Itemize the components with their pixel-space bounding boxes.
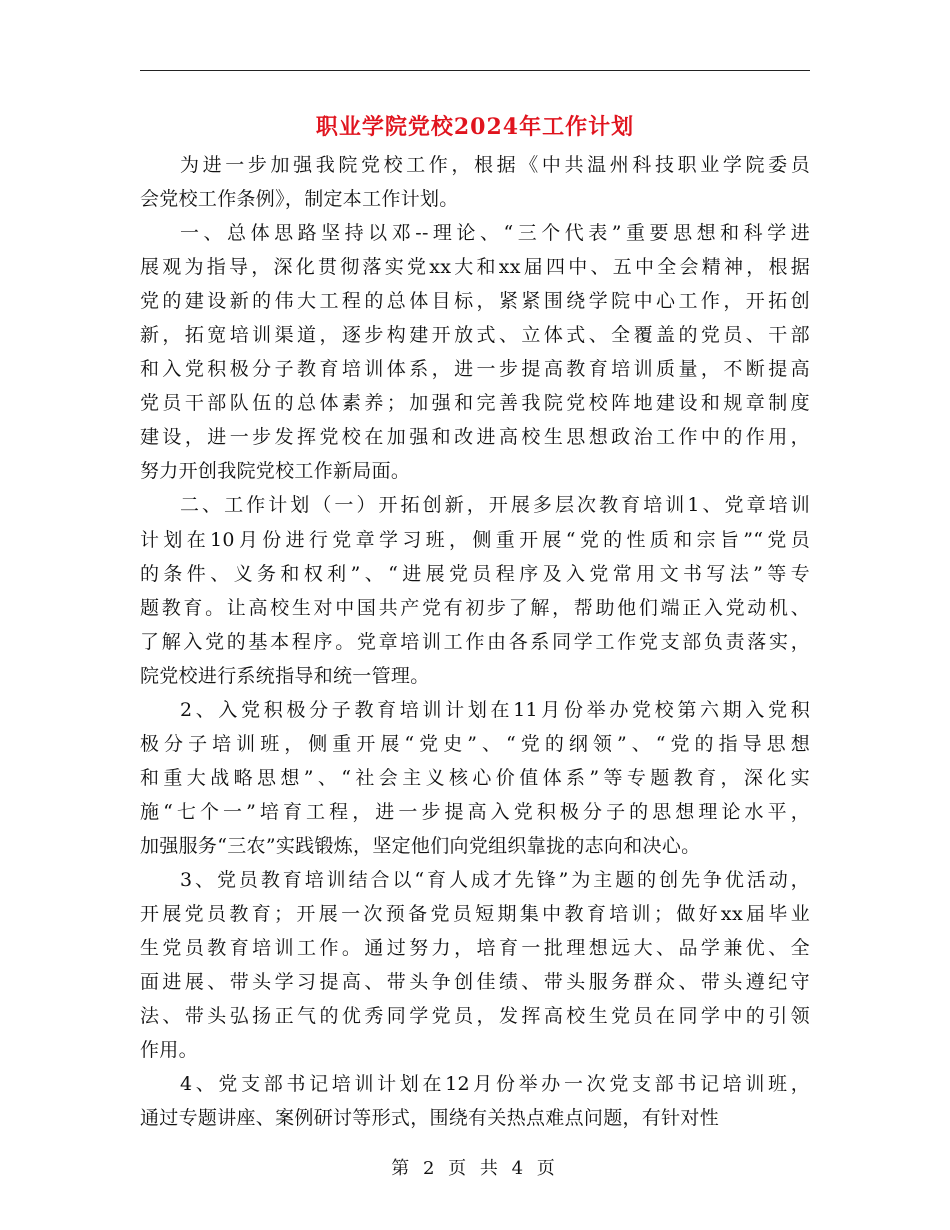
text-line: 通过专题讲座、案例研讨等形式，围绕有关热点难点问题，有针对性 [140, 1107, 720, 1130]
text-line: 和重大战略思想”、“社会主义核心价值体系”等专题教育，深化实 [140, 766, 810, 789]
page-number: 第 2 页 共 4 页 [391, 1158, 559, 1179]
text-line: 2、入党积极分子教育培训计划在11月份举办党校第六期入党积 [180, 698, 810, 721]
text-line: 题教育。让高校生对中国共产党有初步了解，帮助他们端正入党动机、 [140, 596, 810, 619]
text-line: 建设，进一步发挥党校在加强和改进高校生思想政治工作中的作用， [140, 426, 810, 449]
text-line: 展观为指导，深化贯彻落实党xx大和xx届四中、五中全会精神，根据 [140, 256, 810, 279]
text-line: 开展党员教育；开展一次预备党员短期集中教育培训；做好xx届毕业 [140, 903, 810, 926]
header-rule [140, 70, 810, 71]
text-line: 会党校工作条例》，制定本工作计划。 [140, 188, 459, 211]
text-line: 党员干部队伍的总体素养；加强和完善我院党校阵地建设和规章制度 [140, 392, 810, 415]
text-line: 党的建设新的伟大工程的总体目标，紧紧围绕学院中心工作，开拓创 [140, 290, 810, 313]
text-line: 极分子培训班，侧重开展“党史”、“党的纲领”、“党的指导思想 [140, 732, 810, 755]
text-line: 生党员教育培训工作。通过努力，培育一批理想远大、品学兼优、全 [140, 937, 810, 960]
text-line: 努力开创我院党校工作新局面。 [140, 460, 411, 483]
text-line: 的条件、义务和权利”、“进展党员程序及入党常用文书写法”等专 [140, 562, 810, 585]
text-line: 加强服务“三农”实践锻炼，坚定他们向党组织靠拢的志向和决心。 [140, 834, 701, 857]
text-line: 新，拓宽培训渠道，逐步构建开放式、立体式、全覆盖的党员、干部 [140, 324, 810, 347]
text-line: 院党校进行系统指导和统一管理。 [140, 664, 430, 687]
text-line: 4、党支部书记培训计划在12月份举办一次党支部书记培训班， [180, 1073, 810, 1096]
document-body [140, 148, 810, 1135]
text-line: 一、总体思路坚持以邓--理论、“三个代表”重要思想和科学进 [180, 222, 810, 245]
text-line: 3、党员教育培训结合以“育人成才先锋”为主题的创先争优活动， [180, 868, 810, 891]
text-line: 为进一步加强我院党校工作，根据《中共温州科技职业学院委员 [180, 154, 810, 176]
text-line: 作用。 [140, 1039, 198, 1062]
text-line: 了解入党的基本程序。党章培训工作由各系同学工作党支部负责落实， [140, 630, 810, 653]
text-line: 二、工作计划（一）开拓创新，开展多层次教育培训1、党章培训 [180, 494, 810, 517]
text-line: 法、带头弘扬正气的优秀同学党员，发挥高校生党员在同学中的引领 [140, 1005, 810, 1028]
text-line: 和入党积极分子教育培训体系，进一步提高教育培训质量，不断提高 [140, 358, 810, 381]
text-line: 面进展、带头学习提高、带头争创佳绩、带头服务群众、带头遵纪守 [140, 971, 810, 994]
text-line: 计划在10月份进行党章学习班，侧重开展“党的性质和宗旨”“党员 [140, 528, 810, 551]
text-line: 施“七个一”培育工程，进一步提高入党积极分子的思想理论水平， [140, 800, 810, 823]
document-title: 职业学院党校2024年工作计划 [315, 114, 635, 140]
